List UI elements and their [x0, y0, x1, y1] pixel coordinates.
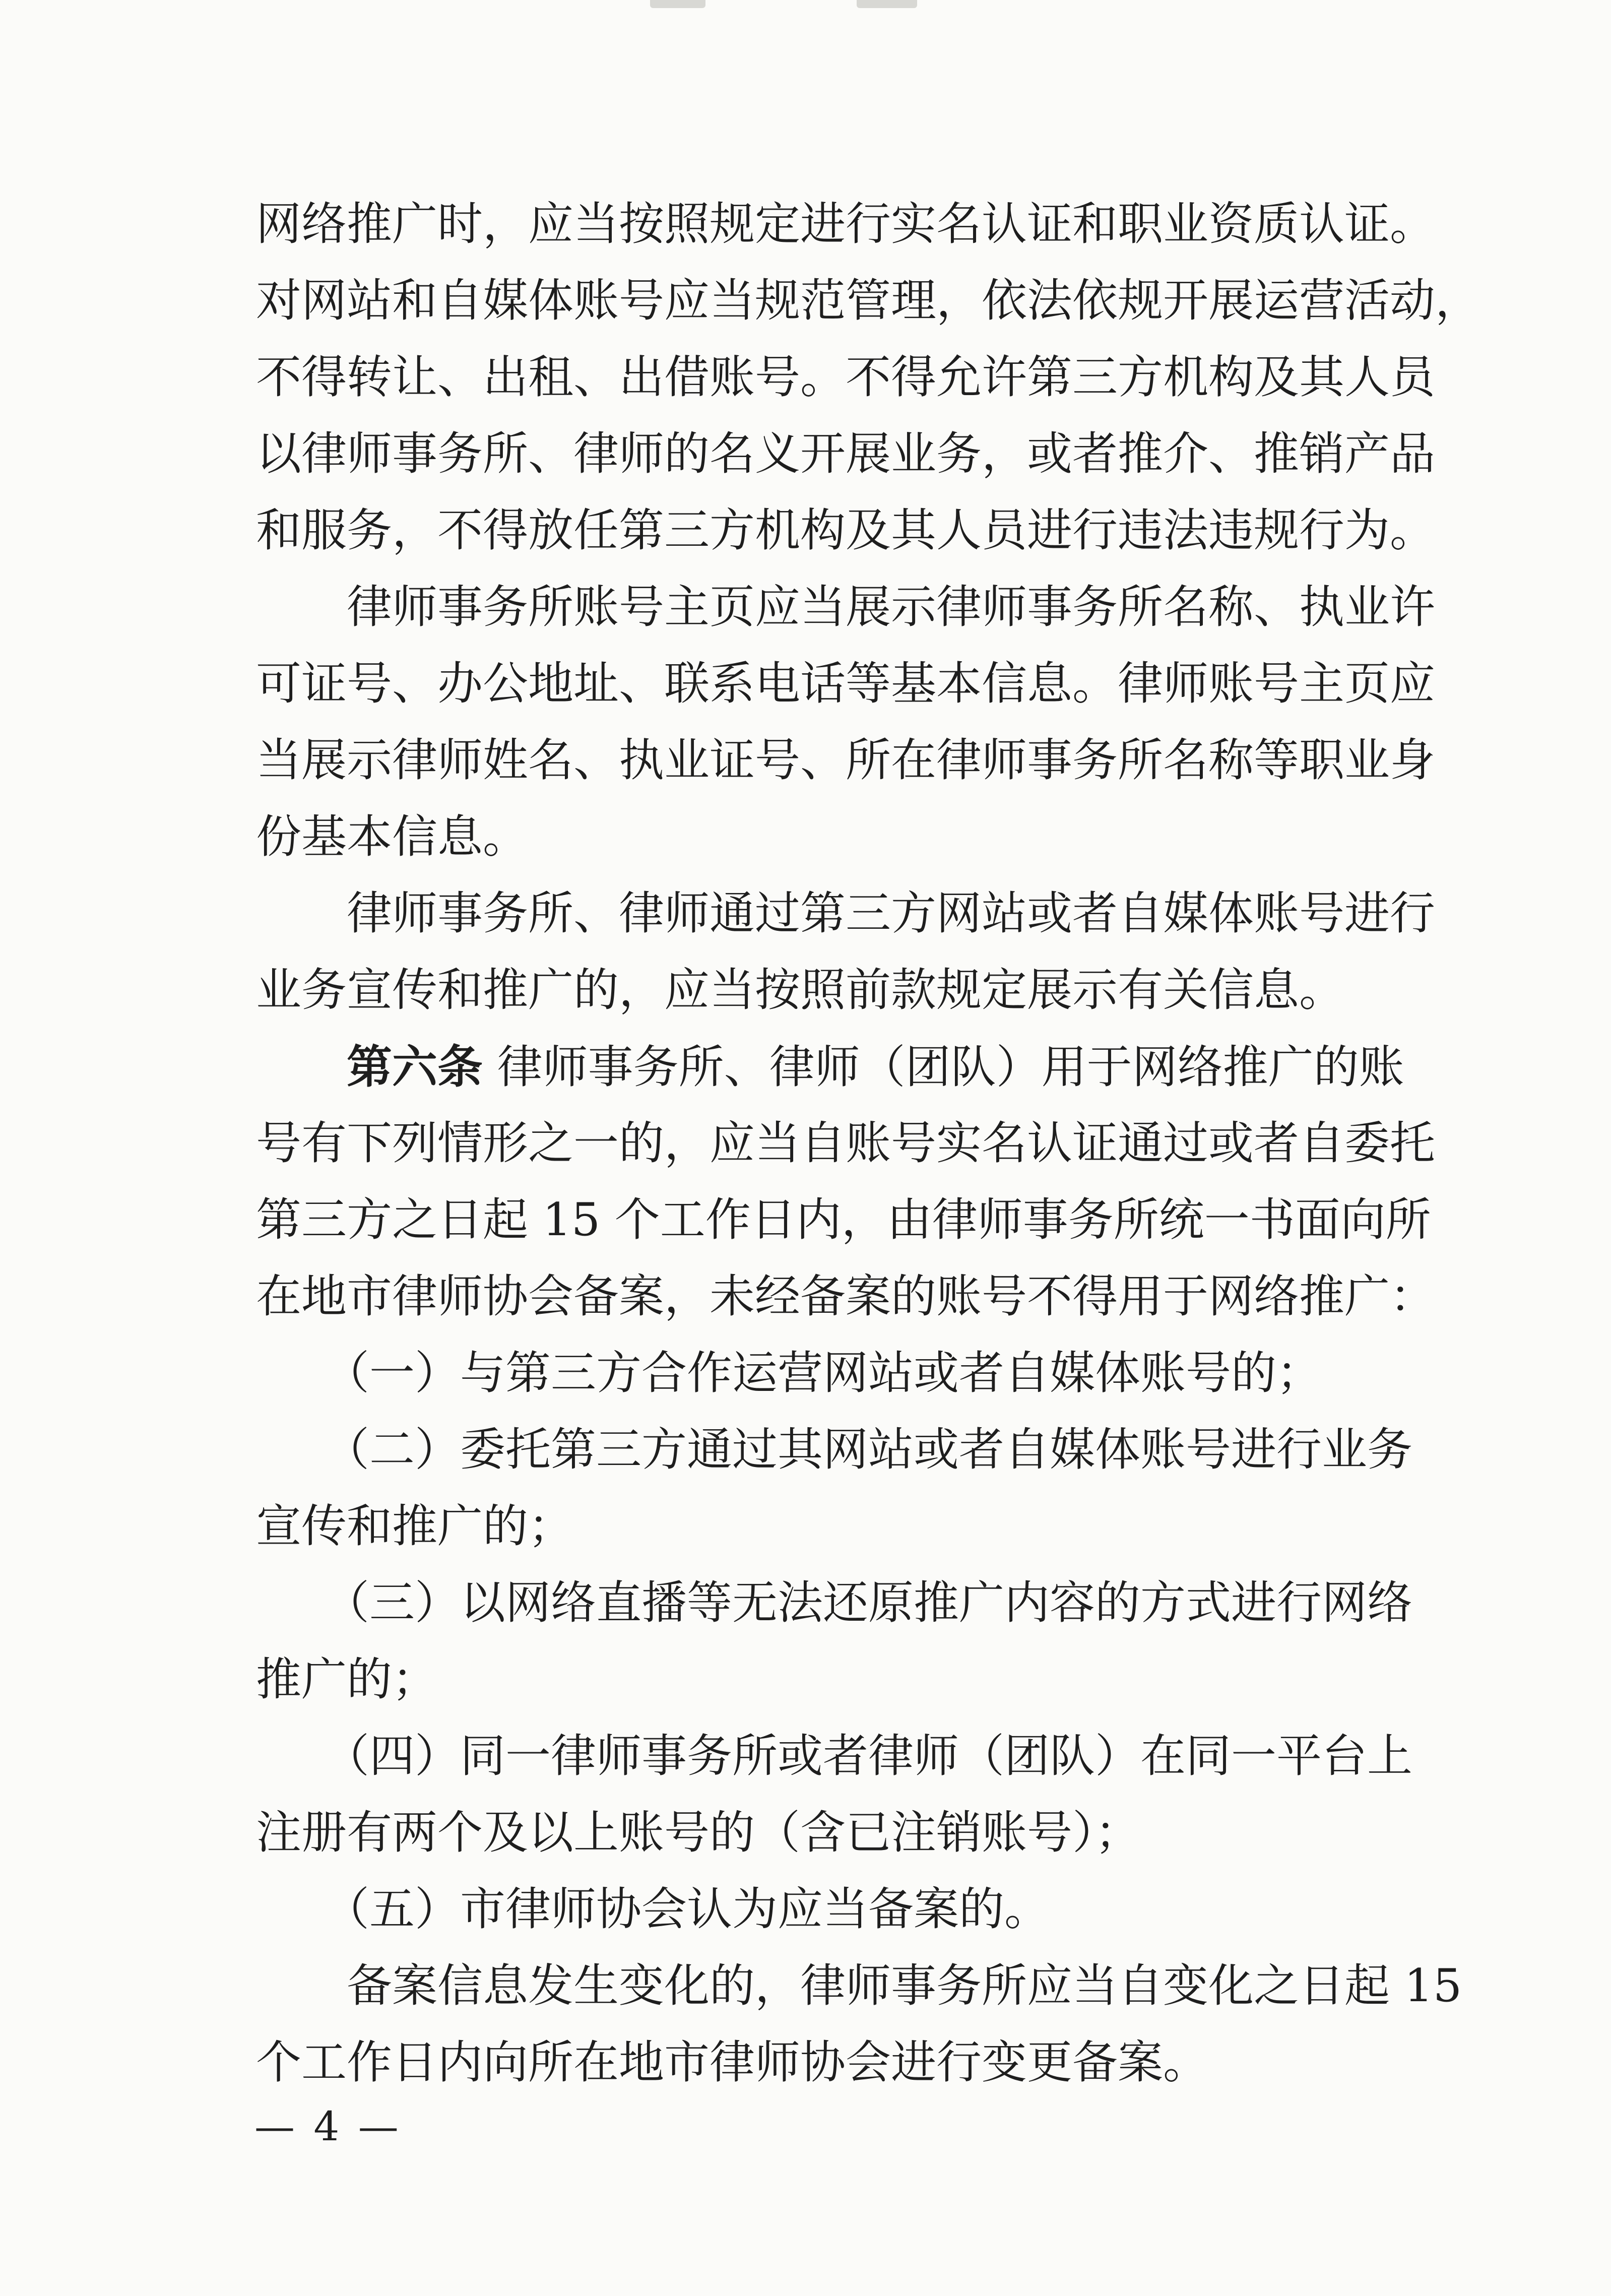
text-line: 可证号、办公地址、联系电话等基本信息。律师账号主页应	[256, 657, 1435, 710]
article-line	[256, 1042, 1404, 1092]
text-line: 律师事务所账号主页应当展示律师事务所名称、执业许	[256, 581, 1435, 633]
text-line: 备案信息发生变化的，律师事务所应当自变化之日起 15	[256, 1959, 1462, 2012]
list-item: （五）市律师协会认为应当备案的。	[256, 1883, 1050, 1936]
text-line: 不得转让、出租、出借账号。不得允许第三方机构及其人员	[256, 351, 1435, 404]
list-item: （四）同一律师事务所或者律师（团队）在同一平台上	[256, 1730, 1412, 1782]
text-line: 宣传和推广的；	[256, 1500, 573, 1553]
text-line: 在地市律师协会备案，未经备案的账号不得用于网络推广：	[256, 1270, 1435, 1323]
text-line: 和服务，不得放任第三方机构及其人员进行违法违规行为。	[256, 504, 1435, 557]
text-line: 对网站和自媒体账号应当规范管理，依法依规开展运营活动，	[256, 274, 1480, 327]
scan-mark	[650, 0, 705, 8]
text-line: 律师事务所、律师通过第三方网站或者自媒体账号进行	[256, 887, 1435, 940]
text-line: 号有下列情形之一的，应当自账号实名认证通过或者自委托	[256, 1117, 1435, 1170]
text-line: 当展示律师姓名、执业证号、所在律师事务所名称等职业身	[256, 734, 1435, 787]
text-line: 个工作日内向所在地市律师协会进行变更备案。	[256, 2036, 1208, 2089]
list-item: （二）委托第三方通过其网站或者自媒体账号进行业务	[256, 1423, 1412, 1476]
list-item: （一）与第三方合作运营网站或者自媒体账号的；	[256, 1347, 1322, 1399]
text-line: 推广的；	[256, 1653, 437, 1706]
text-line: 业务宣传和推广的，应当按照前款规定展示有关信息。	[256, 964, 1344, 1016]
text-line: 律师事务所、律师（团队）用于网络推广的账	[483, 1041, 1404, 1094]
text-line: 网络推广时，应当按照规定进行实名认证和职业资质认证。	[256, 198, 1435, 250]
article-heading: 第六条	[347, 1040, 483, 1094]
text-line: 第三方之日起 15 个工作日内，由律师事务所统一书面向所	[256, 1193, 1431, 1246]
text-line: 份基本信息。	[256, 810, 528, 863]
list-item: （三）以网络直播等无法还原推广内容的方式进行网络	[256, 1576, 1412, 1629]
page-number: — 4 —	[254, 2103, 402, 2150]
text-line: 以律师事务所、律师的名义开展业务，或者推介、推销产品	[256, 427, 1435, 480]
scan-mark	[857, 0, 917, 8]
text-line: 注册有两个及以上账号的（含已注销账号）；	[256, 1806, 1140, 1859]
